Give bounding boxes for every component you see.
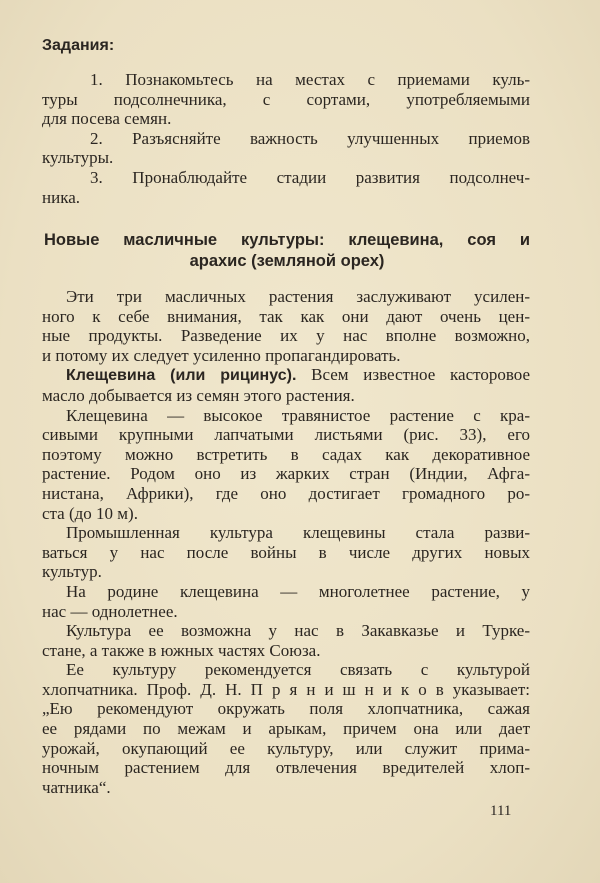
paragraph-line: масло добывается из семян этого растения. <box>42 385 355 405</box>
task-line: 2. Разъясняйте важность улучшенных приемов <box>90 128 530 148</box>
paragraph-line: нас — однолетнее. <box>42 601 178 621</box>
tasks-list <box>42 70 530 207</box>
task-line: ника. <box>42 187 80 207</box>
paragraph-line: поэтому можно встретить в садах как декоративное <box>42 444 530 464</box>
paragraph-line: Промышленная культура клещевины стала разви- <box>66 523 530 543</box>
paragraph-line: стане, а также в южных частях Союза. <box>42 640 321 660</box>
paragraph-line: ные продукты. Разведение их у нас вполне возможно, <box>42 326 530 346</box>
paragraph-line: ночным растением для отвлечения вредителей хлоп- <box>42 758 530 778</box>
tasks-heading: Задания: <box>42 37 115 54</box>
paragraph-line: растение. Родом оно из жарких стран (Индии, Афга- <box>42 464 530 484</box>
paragraph-line: Культура ее возможна у нас в Закавказье и Турке- <box>66 621 530 641</box>
task-line: 1. Познакомьтесь на местах с приемами куль- <box>90 70 530 89</box>
section-title-line: Новые масличные культуры: клещевина, соя и <box>44 231 530 249</box>
page-number: 111 <box>490 803 512 819</box>
paragraph-line: и потому их следует усиленно пропагандировать. <box>42 345 401 365</box>
task-line: для посева семян. <box>42 109 172 129</box>
paragraph-line: Ее культуру рекомендуется связать с культурой <box>66 660 530 680</box>
paragraph-line <box>42 365 530 386</box>
paragraph-line: „Ею рекомендуют окружать поля хлопчатника, сажая <box>42 699 530 719</box>
paragraph-line: сивыми крупными лапчатыми листьями (рис. 33), его <box>42 425 530 445</box>
paragraph-line: чатника“. <box>42 777 111 797</box>
paragraph-line: Эти три масличных растения заслуживают усилен- <box>66 287 530 306</box>
paragraph-line: культур. <box>42 562 102 582</box>
paragraph-line: урожай, окупающий ее культуру, или служит прима- <box>42 738 530 758</box>
paragraph-line: ее рядами по межам и арыкам, причем она или дает <box>42 719 530 739</box>
task-line: туры подсолнечника, с сортами, употребляемыми <box>42 89 530 109</box>
bold-term: Клещевина (или рицинус). <box>66 367 297 385</box>
section-title-line: арахис (земляной орех) <box>189 252 385 270</box>
paragraph-line: ного к себе внимания, так как они дают очень цен- <box>42 306 530 326</box>
paragraph-line: хлопчатника. Проф. Д. Н. П р я н и ш н и к о в указывает: <box>42 679 530 699</box>
paragraph-line: нистана, Африки), где оно достигает громадного ро- <box>42 483 530 503</box>
paragraph-line: ваться у нас после войны в числе других новых <box>42 542 530 562</box>
body-text <box>42 287 530 797</box>
paragraph-text: Всем известное касторовое <box>296 365 530 385</box>
paragraph-line: Клещевина — высокое травянистое растение с кра- <box>66 405 530 425</box>
task-line: культуры. <box>42 148 114 168</box>
task-line: 3. Пронаблюдайте стадии развития подсолнеч- <box>90 167 530 187</box>
paragraph-line: ста (до 10 м). <box>42 503 138 523</box>
section-title <box>44 230 530 272</box>
paragraph-line: На родине клещевина — многолетнее растение, у <box>66 581 530 601</box>
